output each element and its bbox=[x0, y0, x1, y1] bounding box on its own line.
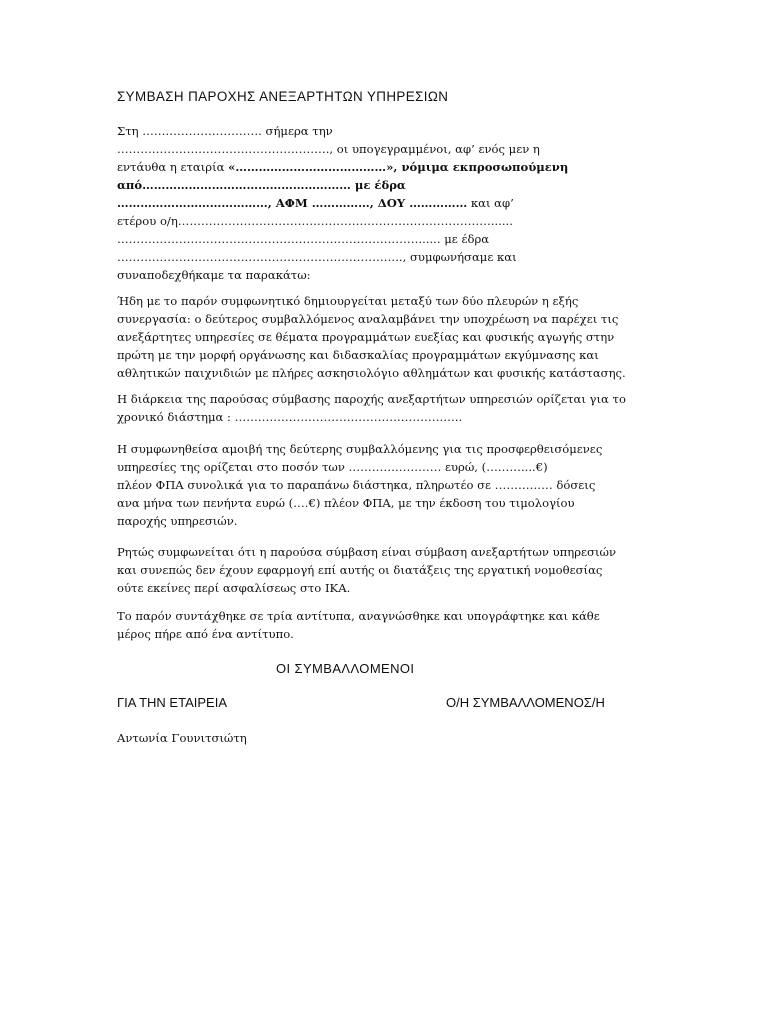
parties-heading: ΟΙ ΣΥΜΒΑΛΛΟΜΕΝΟΙ bbox=[276, 661, 415, 676]
intro-line: ετέρου ο/η………………………………………………………………………...... bbox=[117, 214, 513, 228]
intro-line: ……………………………………………………………….., συμφωνήσαμε και bbox=[117, 250, 517, 264]
company-name-placeholder: «…………………………………», νόμιμα εκπροσωπούμενη bbox=[228, 160, 569, 174]
paragraph-line: αθλητικών παιχνιδιών με πλήρες ασκησιολόγιο αθλημάτων και φυσικής κατάστασης. bbox=[117, 366, 626, 380]
payment-paragraph bbox=[117, 440, 657, 530]
paragraph-line: και συνεπώς δεν έχουν εφαρμογή επί αυτής οι διατάξεις της εργατική νομοθεσίας bbox=[117, 563, 603, 577]
paragraph-line: Το παρόν συντάχθηκε σε τρία αντίτυπα, αναγνώσθηκε και υπογράφτηκε και κάθε bbox=[117, 609, 600, 623]
contractor-signature-label: Ο/Η ΣΥΜΒΑΛΛΟΜΕΝΟΣ/Η bbox=[446, 695, 605, 710]
intro-line: από……………………………………………… με έδρα bbox=[117, 178, 406, 192]
intro-line bbox=[117, 194, 657, 212]
legal-paragraph bbox=[117, 543, 657, 597]
paragraph-line: χρονικό διάστημα : ………………………………………………….. bbox=[117, 410, 463, 424]
intro-text: εντάυθα η εταιρία bbox=[117, 160, 229, 174]
paragraph-line: ανεξάρτητες υπηρεσίες σε θέματα προγραμμάτων ευεξίας και φυσικής αγωγής στην bbox=[117, 330, 615, 344]
paragraph-line: ανα μήνα των πενήντα ευρώ (….€) πλέον ΦΠΑ, με την έκδοση του τιμολογίου bbox=[117, 496, 575, 510]
paragraph-line: Ρητώς συμφωνείται ότι η παρούσα σύμβαση είναι σύμβαση ανεξαρτήτων υπηρεσιών bbox=[117, 545, 616, 559]
document-title: ΣΥΜΒΑΣΗ ΠΑΡΟΧΗΣ ΑΝΕΞΑΡΤΗΤΩΝ ΥΠΗΡΕΣΙΩΝ bbox=[117, 89, 449, 104]
cooperation-paragraph bbox=[117, 292, 657, 382]
paragraph-line: υπηρεσίες της ορίζεται στο ποσόν των …………………… ευρώ, (………....€) bbox=[117, 460, 548, 474]
paragraph-line: συνεργασία: ο δεύτερος συμβαλλόμενος αναλαμβάνει την υποχρέωση να παρέχει τις bbox=[117, 312, 619, 326]
intro-paragraph bbox=[117, 122, 657, 284]
intro-line bbox=[117, 158, 657, 176]
intro-line: ………………………………………………., οι υπογεγραμμένοι, αφ’ ενός μεν η bbox=[117, 142, 540, 156]
paragraph-line: Ήδη με το παρόν συμφωνητικό δημιουργείται μεταξύ των δύο πλευρών η εξής bbox=[117, 294, 579, 308]
paragraph-line: ούτε εκείνες περί ασφαλίσεως στο ΙΚΑ. bbox=[117, 581, 351, 595]
paragraph-line: Η συμφωνηθείσα αμοιβή της δεύτερης συμβαλλόμενης για τις προσφερθεισόμενες bbox=[117, 442, 603, 456]
paragraph-line: μέρος πήρε από ένα αντίτυπο. bbox=[117, 627, 294, 641]
paragraph-line: πρώτη με την μορφή οργάνωσης και διδασκαλίας προγραμμάτων εκγύμνασης και bbox=[117, 348, 599, 362]
intro-line: Στη …………………………. σήμερα την bbox=[117, 124, 333, 138]
intro-line: ……………………………………………………………………...... με έδρα bbox=[117, 232, 490, 246]
paragraph-line: πλέον ΦΠΑ συνολικά για το παραπάνω διάστηκα, πληρωτέο σε …………… δόσεις bbox=[117, 478, 596, 492]
paragraph-line: παροχής υπηρεσιών. bbox=[117, 514, 238, 528]
signer-name: Αντωνία Γουνιτσιώτη bbox=[117, 731, 247, 745]
company-signature-label: ΓΙΑ ΤΗΝ ΕΤΑΙΡΕΙΑ bbox=[117, 695, 227, 710]
tax-info-placeholder: …………………………………, ΑΦΜ ……………, ΔΟΥ …………… bbox=[117, 196, 468, 210]
copies-paragraph bbox=[117, 607, 657, 643]
duration-paragraph bbox=[117, 390, 657, 426]
paragraph-line: Η διάρκεια της παρούσας σύμβασης παροχής ανεξαρτήτων υπηρεσιών ορίζεται για το bbox=[117, 392, 626, 406]
intro-text: και αφ’ bbox=[467, 196, 514, 210]
intro-line: συναποδεχθήκαμε τα παρακάτω: bbox=[117, 268, 311, 282]
